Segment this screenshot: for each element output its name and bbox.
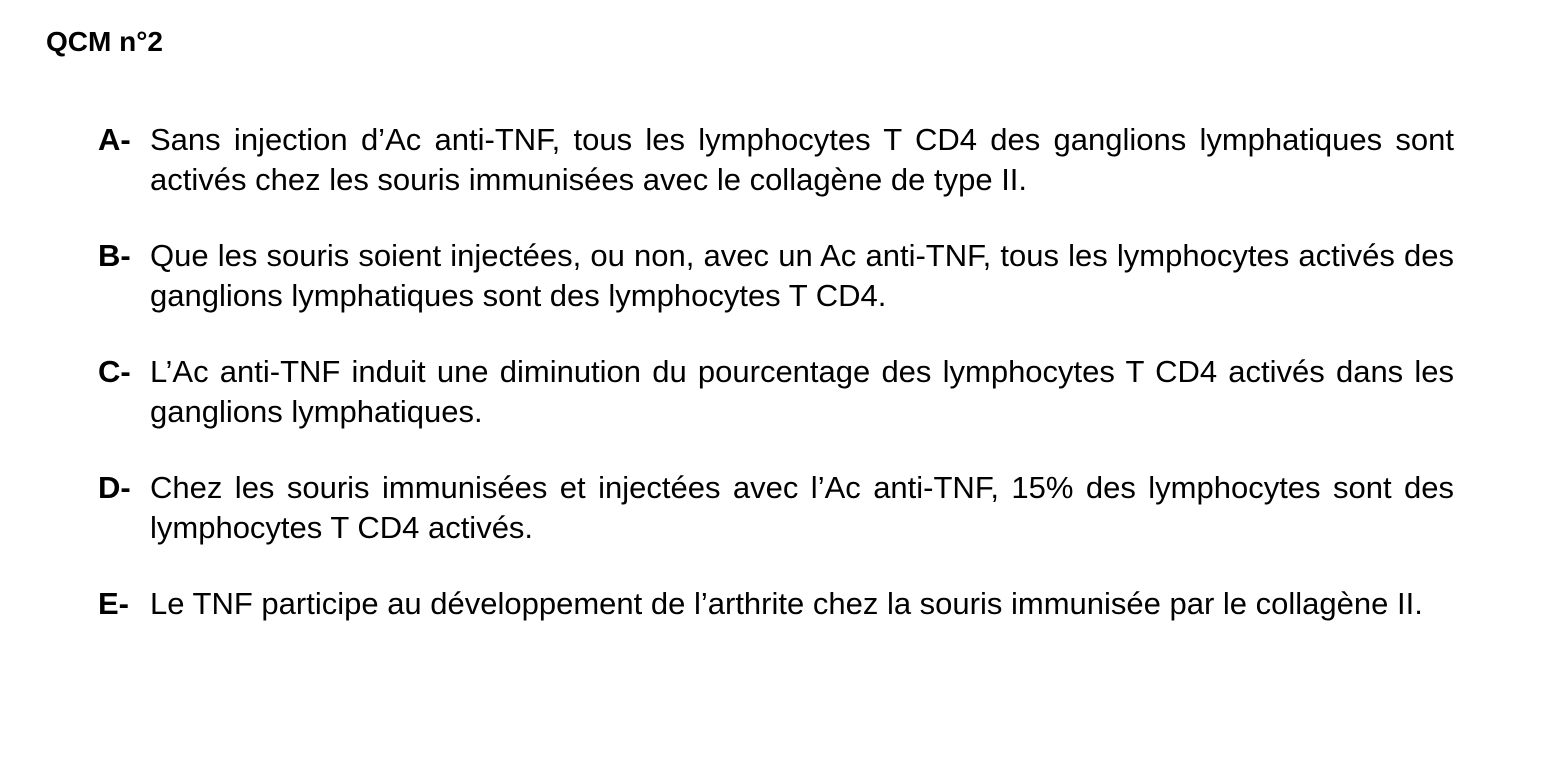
option-letter: C-: [98, 354, 131, 389]
answer-option-b[interactable]: [98, 236, 1454, 316]
answer-option-e[interactable]: [98, 584, 1454, 624]
answer-options-list: [98, 120, 1454, 624]
page-title: QCM n°2: [46, 26, 163, 57]
option-text: Chez les souris immunisées et injectées avec l’Ac anti-TNF, 15% des lymphocytes sont des lymphocytes T CD4 activés.: [150, 470, 1454, 545]
answer-option-d[interactable]: [98, 468, 1454, 548]
option-text: Le TNF participe au développement de l’arthrite chez la souris immunisée par le collagène II.: [150, 586, 1423, 621]
option-letter: D-: [98, 470, 131, 505]
answer-option-a[interactable]: [98, 120, 1454, 200]
option-text: Que les souris soient injectées, ou non, avec un Ac anti-TNF, tous les lymphocytes activés des ganglions lymphatiques sont des lymphocytes T CD4.: [150, 238, 1454, 313]
option-text: L’Ac anti-TNF induit une diminution du pourcentage des lymphocytes T CD4 activés dans les ganglions lymphatiques.: [150, 354, 1454, 429]
option-letter: E-: [98, 586, 129, 621]
option-text: Sans injection d’Ac anti-TNF, tous les lymphocytes T CD4 des ganglions lymphatiques sont activés chez les souris immunisées avec le collagène de type II.: [150, 122, 1454, 197]
answer-option-c[interactable]: [98, 352, 1454, 432]
option-letter: B-: [98, 238, 131, 273]
option-letter: A-: [98, 122, 131, 157]
